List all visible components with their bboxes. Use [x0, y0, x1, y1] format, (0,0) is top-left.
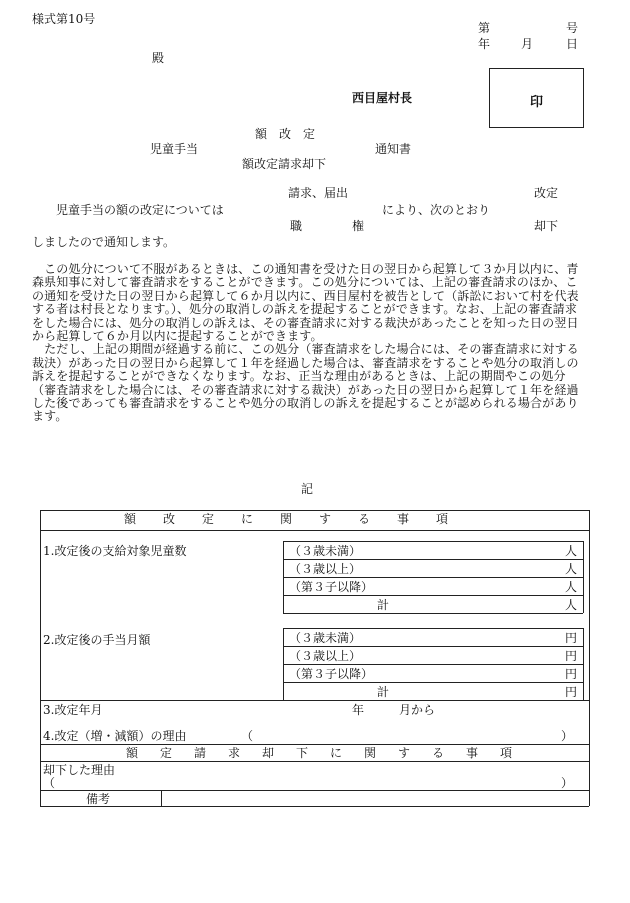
- item1-unit-total: 人: [565, 598, 578, 612]
- notice-paragraph-2: ただし、上記の期間が経過する前に、この処分（審査請求をした場合には、その審査請求に対する裁決）があった日の翌日から起算して１年を経過した場合は、審査請求をすることや処分の取消しの訴えを提起することができなくなります。なお、正当な理由があるときは、上記の期間やこの処分（審査請求をした場合には、その審査請求に対する裁決）があった日の翌日から起算して１年を経過した後であっても審査請求をすることや処分の取消しの訴えを提起することが認められる場合があります。: [32, 342, 579, 424]
- title-option-bottom: 額改定請求却下: [242, 157, 327, 171]
- remarks-label: 備考: [86, 792, 111, 806]
- intro-middle: により、次のとおり: [382, 203, 491, 217]
- item2-row-over3: （３歳以上）: [289, 649, 362, 663]
- notice-paragraph-1: この処分について不服があるときは、この通知書を受けた日の翌日から起算して３か月以内に、青森県知事に対して審査請求をすることができます。この処分については、上記の審査請求のほか、この通知を受けた日の翌日から起算して６か月以内に、西目屋村を被告として（訴訟において村を代表する者は村長となります。）、処分の取消しの訴えを提起することができます。なお、上記の審査請求をした場合には、処分の取消しの訴えは、その審査請求に対する裁決があったことを知った日の翌日から起算して６か月以内に提起することができます。: [32, 262, 579, 344]
- intro-prefix: 児童手当の額の改定については: [56, 203, 224, 217]
- item1-unit-under3: 人: [565, 544, 578, 558]
- item1-row-under3: （３歳未満）: [289, 544, 362, 558]
- item1-row-over3: （３歳以上）: [289, 562, 362, 576]
- item2-unit-total: 円: [565, 685, 578, 699]
- intro-result-top: 改定: [534, 186, 559, 200]
- item1-row-total: 計: [377, 598, 390, 612]
- item4-close-paren: ）: [561, 729, 574, 743]
- item3-year: 年: [352, 703, 365, 717]
- item1-row-third-child: （第３子以降）: [289, 580, 374, 594]
- issuer-name: 西目屋村長: [352, 91, 413, 105]
- remarks-field[interactable]: [162, 791, 588, 805]
- seal-box: [489, 68, 584, 128]
- title-left: 児童手当: [150, 142, 199, 156]
- reject-open-paren: （: [43, 776, 56, 790]
- day-label: 日: [566, 37, 579, 51]
- title-right: 通知書: [375, 142, 412, 156]
- year-label: 年: [478, 37, 491, 51]
- item3-label: 3.改定年月: [43, 703, 103, 717]
- month-label: 月: [521, 37, 534, 51]
- intro-option-top: 請求、届出: [288, 186, 349, 200]
- item4-open-paren: （: [241, 729, 254, 743]
- item1-label: 1.改定後の支給対象児童数: [43, 544, 187, 558]
- reject-reason-label: 却下した理由: [43, 763, 116, 777]
- reject-close-paren: ）: [561, 776, 574, 790]
- number-label: 第: [478, 21, 491, 35]
- item1-unit-over3: 人: [565, 562, 578, 576]
- item2-row-third-child: （第３子以降）: [289, 667, 374, 681]
- item4-label: 4.改定（増・減額）の理由: [43, 729, 187, 743]
- form-number: 様式第10号: [32, 12, 96, 26]
- addressee-suffix: 殿: [152, 51, 165, 65]
- intro-option-bottom-a: 職: [290, 219, 303, 233]
- section2-header: 額定請求却下に関する事項: [126, 746, 535, 760]
- intro-result-bottom: 却下: [534, 219, 559, 233]
- item2-label: 2.改定後の手当月額: [43, 633, 151, 647]
- item2-unit-under3: 円: [565, 631, 578, 645]
- seal-label: 印: [529, 95, 543, 110]
- title-option-top: 額 改 定: [255, 127, 316, 141]
- number-suffix: 号: [566, 21, 579, 35]
- item3-month-from: 月から: [399, 703, 436, 717]
- item2-unit-third-child: 円: [565, 667, 578, 681]
- ki-label: 記: [301, 482, 314, 496]
- item2-row-total: 計: [377, 685, 390, 699]
- notice-text: [32, 263, 584, 424]
- item2-unit-over3: 円: [565, 649, 578, 663]
- item1-unit-third-child: 人: [565, 580, 578, 594]
- intro-option-bottom-b: 権: [352, 219, 365, 233]
- section1-header: 額改定に関する事項: [124, 512, 476, 526]
- intro-ending: しましたので通知します。: [32, 235, 176, 249]
- item2-row-under3: （３歳未満）: [289, 631, 362, 645]
